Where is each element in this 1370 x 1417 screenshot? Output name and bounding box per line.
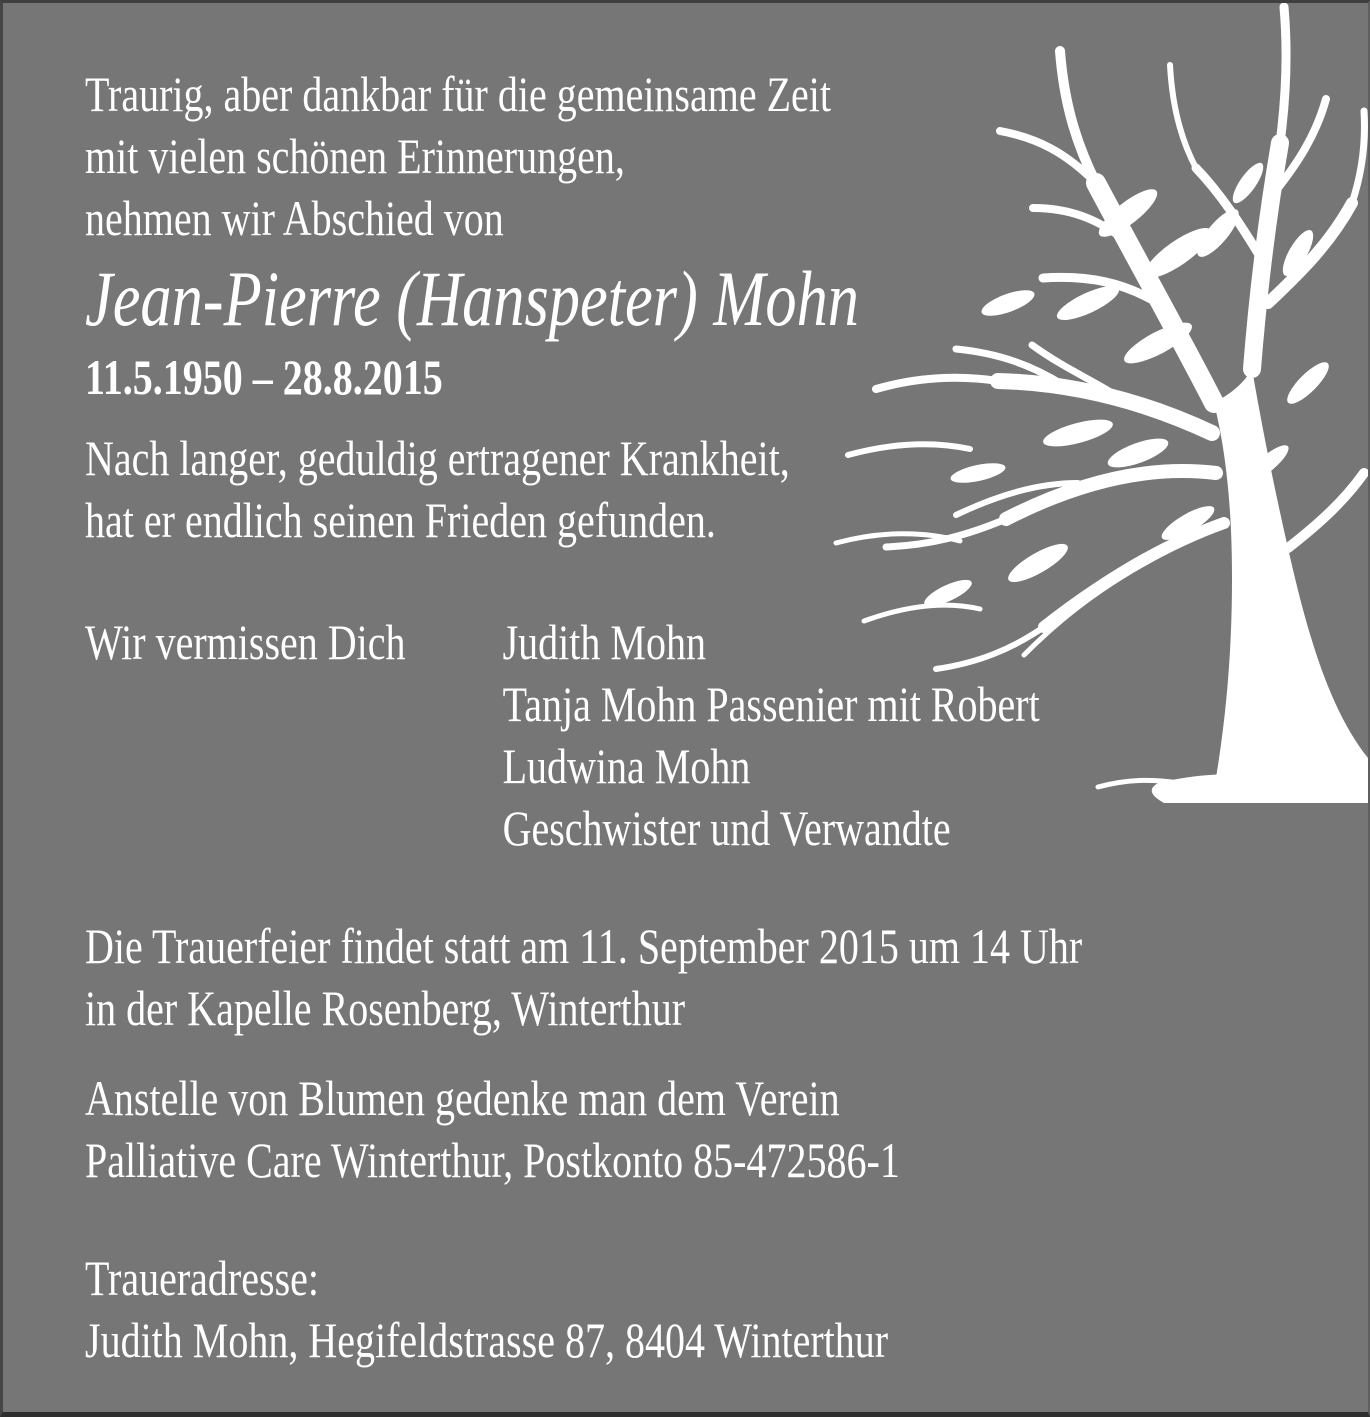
donation-line: Palliative Care Winterthur, Postkonto 85-472586-1 bbox=[85, 1132, 900, 1188]
address-label: Traueradresse: bbox=[85, 1250, 320, 1306]
intro-line: nehmen wir Abschied von bbox=[85, 190, 504, 246]
condolence-text bbox=[85, 427, 790, 551]
donation-line: Anstelle von Blumen gedenke man dem Verein bbox=[85, 1070, 840, 1126]
life-dates: 11.5.1950 – 28.8.2015 bbox=[85, 349, 443, 405]
intro-line: mit vielen schönen Erinnerungen, bbox=[85, 128, 625, 184]
donation-info bbox=[85, 1067, 900, 1191]
mourning-address bbox=[85, 1247, 888, 1371]
mourner-name: Tanja Mohn Passenier mit Robert bbox=[502, 676, 1040, 732]
condolence-line: Nach langer, geduldig ertragener Krankheit, bbox=[85, 430, 790, 486]
intro-text bbox=[85, 63, 831, 249]
mourner-name: Ludwina Mohn bbox=[502, 738, 751, 794]
deceased-name: Jean-Pierre (Hanspeter) Mohn bbox=[85, 255, 859, 342]
mourner-name: Geschwister und Verwandte bbox=[502, 800, 951, 856]
intro-line: Traurig, aber dankbar für die gemeinsame Zeit bbox=[85, 66, 832, 122]
mourners-list bbox=[503, 611, 1040, 859]
condolence-line: hat er endlich seinen Frieden gefunden. bbox=[85, 492, 716, 548]
missing-label: Wir vermissen Dich bbox=[85, 614, 406, 670]
service-line: in der Kapelle Rosenberg, Winterthur bbox=[85, 980, 686, 1036]
mourners-section bbox=[85, 611, 1040, 859]
mourner-name: Judith Mohn bbox=[502, 614, 706, 670]
address-line: Judith Mohn, Hegifeldstrasse 87, 8404 Winterthur bbox=[85, 1312, 889, 1368]
service-info bbox=[85, 915, 1082, 1039]
service-line: Die Trauerfeier findet statt am 11. September 2015 um 14 Uhr bbox=[85, 918, 1083, 974]
